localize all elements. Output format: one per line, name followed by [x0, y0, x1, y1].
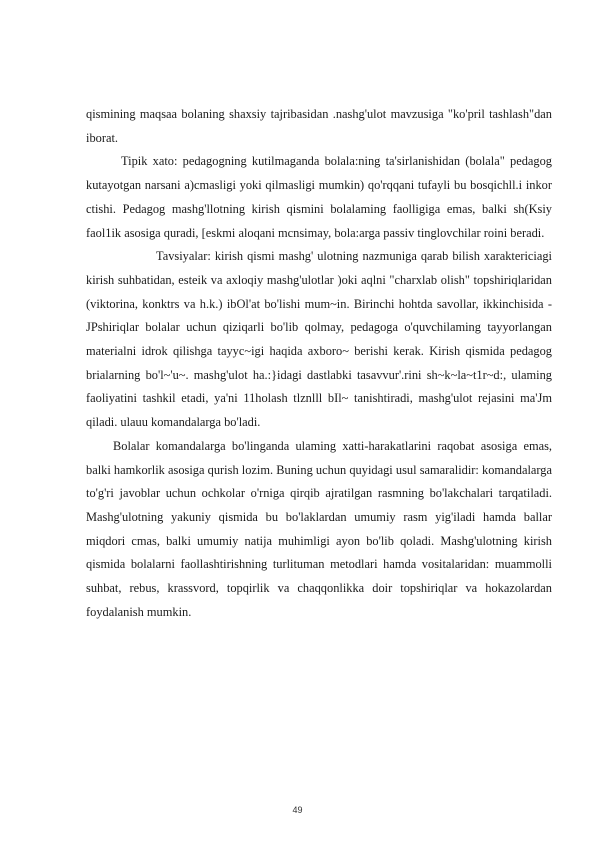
- paragraph-recommendations: Tavsiyalar: kirish qismi mashg' ulotning nazmuniga qarab bilish xaraktericiagi kirish suhbatidan, esteik va axloqiy mashg'ulotlar )oki aqlni "charxlab olish" topshiriqlaridan (viktorina, konktrs va h.k.) ibOl'at bo'lishi mum~in. Birinchi hohtda savollar, ikkinchisida - JPshiriqlar bolalar uchun qiziqarli bo'lib qolmay, pedagoga o'quvchilaming tayyorlangan materialni idrok qilishga tayyc~igi haqida axboro~ berishi kerak. Kirish qismida pedagog brialarning bo'l~'u~. mashg'ulot ha.:}idagi dastlabki tasavvur'.rini sh~k~la~t1r~d:, ulaming faoliyatini tashkil etadi, ya'ni 11holash tlznlll bIl~ tanishtiradi, mashg'ulot rejasini ma'Jm qiladi. ulauu komandalarga bo'ladi.: [86, 249, 552, 430]
- paragraph-typical-error: Tipik xato: pedagogning kutilmaganda bolala:ning ta'sirlanishidan (bolala" pedagog kutayotgan narsani a)cmasligi yoki qilmasligi mumkin) qo'rqqani tufayli bu bosqichll.i inkor ctishi. Pedagog mashg'llotning kirish qismini bolalaming faolligiga emas, balki sh(Ksiy faol1ik asosiga quradi, [eskmi aloqani mcnsimay, bola:arga passiv tinglovchilar roini beradi.: [86, 154, 552, 240]
- paragraph-intro: qismining maqsaa bolaning shaxsiy tajribasidan .nashg'ulot mavzusiga "ko'pril tashlash"dan iborat.: [86, 107, 552, 145]
- paragraph-teams: Bolalar komandalarga bo'linganda ulaming xatti-harakatlarini raqobat asosiga emas, balki hamkorlik asosiga qurish lozim. Buning uchun quyidagi usul samaralidir: komandalarga to'g'ri javoblar uchun ochkolar o'rniga qirqib ajratilgan rasmning bo'lakchalari tarqatiladi. Mashg'ulotning yakuniy qismida bu bo'laklardan umumiy rasm yig'iladi hamda ballar miqdori cmas, balki umumiy natija muhimligi ayon bo'lib qoladi. Mashg'ulotning kirish qismida bolalarni faollashtirishning turlituman metodlari hamda vositalaridan: muammolli suhbat, rebus, krassvord, topqirlik va chaqqonlikka doir topshiriqlar va hokazolardan foydalanish mumkin.: [86, 438, 552, 619]
- document-body: [86, 103, 552, 624]
- page-number: 49: [292, 805, 303, 815]
